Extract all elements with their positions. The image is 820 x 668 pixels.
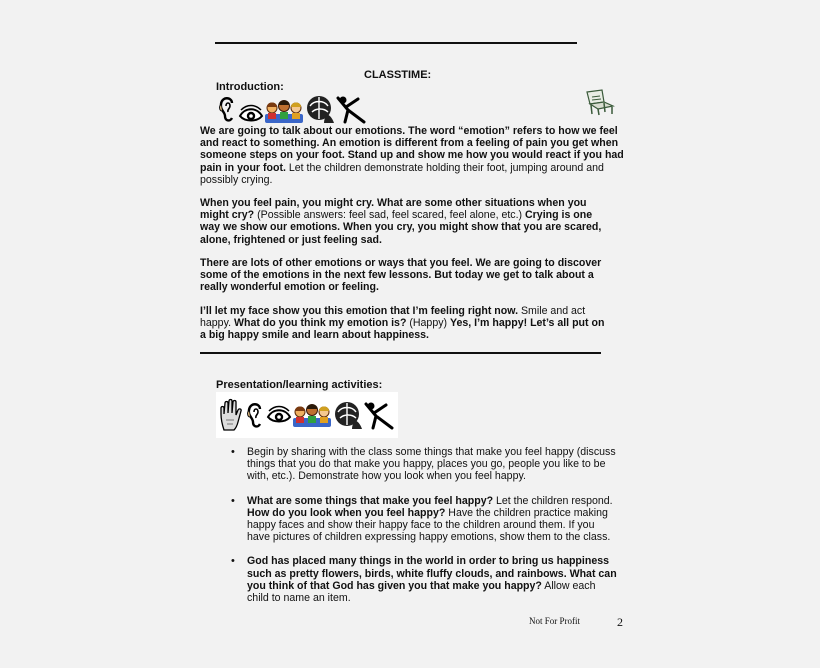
eye-icon <box>266 405 292 425</box>
bullet-3-normal: Allow each child to name an item. <box>247 579 596 605</box>
middle-rule <box>200 352 601 354</box>
eye-icon <box>238 104 264 124</box>
presentation-icon-strip <box>216 392 398 438</box>
intro-icon-strip <box>216 94 366 124</box>
intro-p4-bold-3: Yes, I’m happy! Let’s all put on a big happy smile and learn about happiness. <box>200 317 605 342</box>
presentation-heading: Presentation/learning activities: <box>216 379 383 391</box>
intro-paragraph-4 <box>200 305 605 342</box>
ear-icon <box>244 400 266 430</box>
list-item <box>223 495 618 544</box>
intro-p4-bold-1: I’ll let my face show you this emotion that I’m feeling right now. <box>200 305 519 317</box>
stretching-figure-icon <box>364 400 394 430</box>
intro-p4-bold-2: What do you think my emotion is? <box>233 317 407 330</box>
intro-p1-bold: We are going to talk about our emotions. The word “emotion” refers to how we feel and react to something. An emotion is different from a feeling of pain you get when someone steps on your foot. Stand up and show me how you would react if you had pain in your foot. <box>200 125 624 174</box>
section-title: CLASSTIME: <box>364 69 432 81</box>
ear-icon <box>216 94 238 124</box>
top-rule <box>215 42 577 44</box>
intro-p3-bold: There are lots of other emotions or ways that you feel. We are going to discover some of the emotions in the next few lessons. But today we get to talk about a really wonderful emotion or feeling. <box>200 257 602 294</box>
list-item <box>223 446 618 483</box>
bullet-2-bold-2: How do you look when you feel happy? <box>247 506 446 519</box>
activities-list <box>223 446 618 616</box>
intro-p4-normal-2: (Happy) <box>406 317 450 330</box>
page-number: 2 <box>617 615 623 629</box>
people-icon <box>264 98 304 124</box>
thinking-head-icon <box>304 94 336 124</box>
bullet-2-normal-2: Have the children practice making happy faces and show their happy face to the children around them. If you have pictures of children expressing happy emotions, show them to the class. <box>247 506 611 544</box>
intro-p1-normal: Let the children demonstrate holding their foot, jumping around and possibly crying. <box>200 161 604 186</box>
intro-paragraph-2 <box>200 197 605 246</box>
intro-paragraph-1 <box>200 125 625 186</box>
footer-note: Not For Profit <box>529 616 581 626</box>
intro-p2-bold-1: When you feel pain, you might cry. What are some other situations when you might cry? <box>200 197 587 222</box>
intro-p2-bold-2: Crying is one way we show our emotions. When you cry, you might show that you are scared, alone, frightened or just feeling sad. <box>200 209 602 246</box>
stretching-figure-icon <box>336 94 366 124</box>
chair-icon <box>584 88 616 116</box>
intro-p2-normal: (Possible answers: feel sad, feel scared, feel alone, etc.) <box>254 209 526 222</box>
people-icon <box>292 402 332 428</box>
hand-icon <box>218 398 244 432</box>
bullet-3-bold: God has placed many things in the world in order to bring us happiness such as pretty flowers, birds, white fluffy clouds, and rainbows. What can you think of that God has given you that make you happy? <box>247 555 617 592</box>
bullet-2-bold-1: What are some things that make you feel happy? <box>247 494 494 507</box>
intro-paragraph-3 <box>200 257 605 294</box>
list-item <box>223 555 618 604</box>
thinking-head-icon <box>332 400 364 430</box>
bullet-2-normal-1: Let the children respond. <box>493 494 613 507</box>
intro-p4-normal-1: Smile and act happy. <box>200 305 586 330</box>
bullet-1-text: Begin by sharing with the class some things that make you feel happy (discuss things that you do that make you happy, places you go, people you like to be with, etc.). Demonstrate how you look when you feel happy. <box>247 446 616 483</box>
introduction-heading: Introduction: <box>216 81 284 93</box>
